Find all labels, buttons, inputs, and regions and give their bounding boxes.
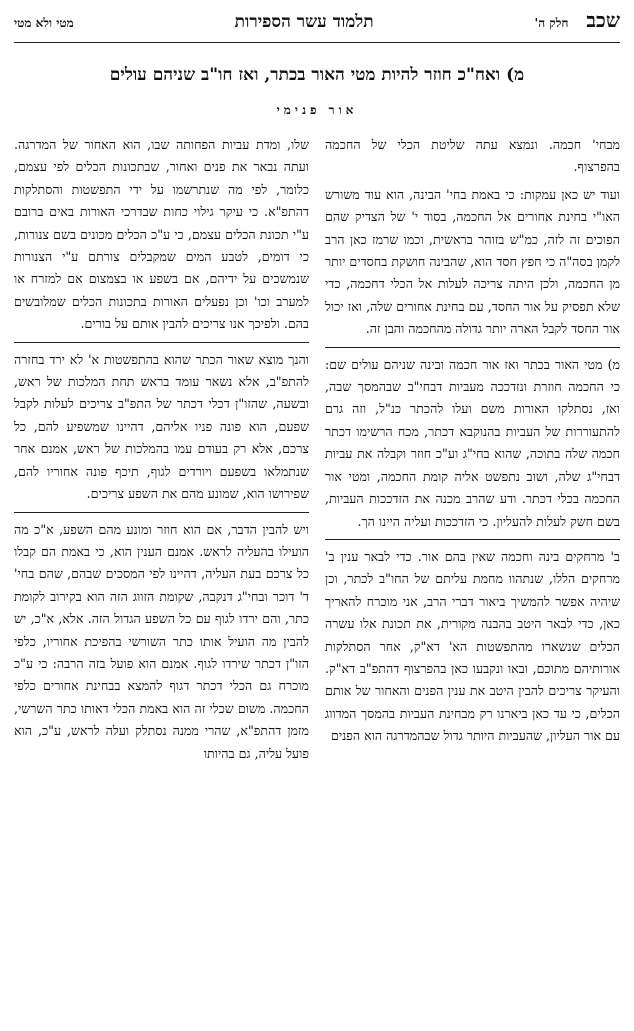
paragraph: ויש להבין הדבר, אם הוא חוזר ומונע מהם השפע, א"כ מה הועילו בהעליה לראש. אמנם הענין הוא, כי באמת הם קבלו כל צרכם בעת העליה, דהיינו לפי המסכים שבהם, שהם בחי' ד' דוכר ובחי"ג דנקבה, שקומת הזווג הזה הוא בקירוב לקומת כתר, והם ירדו לגוף עם כל השפע הגדול הזה. אלא, א"כ, יש להבין מה הועיל אותו כתר השורשי בהפיכת אחוריו, כלפי הזו"ן דכתר שירדו לגוף. אמנם הוא פועל בזה הרבה: כי ע"כ מוכרח גם הכלי דכתר דגוף להמצא בבחינת אחורים כלפי החכמה. משום שכלי זה הוא באמת הכלי דאותו כתר השרשי, מזמן דהתפ"א, שהרי ממנה נסתלק ועלה לראש, ע"כ, הוא פועל עליה, גם בהיותו [14, 521, 309, 761]
divider [325, 347, 620, 348]
paragraph: מבחי' חכמה. ונמצא עתה שליטת הכלי של החכמה בהפרצוף. [325, 137, 620, 175]
text-columns [14, 134, 620, 994]
subheading: אור פנימי [276, 103, 358, 117]
part-label: חלק ה' [534, 16, 569, 30]
paragraph: ועוד יש כאן עמקות: כי באמת בחי' הבינה, הוא עוד משורש האו"י בחינת אחורים אל החכמה, בסוד י' של הצדיק שהם הפוכים זה לזה, כמ"ש בזוהר בראשית, וכמו שרמז כאן הרב לקמן בסה"ה כי חפץ חסד הוא, שהבינה חושקת בחסדים יותר מן החכמה, ולכן היתה צריכה לעלות אל הכלי דחכמה, כדי שלא תפסיק על אור החסד, עם בחינת אחורים שלה, ואז יכול אור החסד לקבל הארה יותר גדולה מהחכמה והבן זה. [325, 186, 620, 337]
header-right-group [535, 8, 620, 33]
book-title: תלמוד עשר הספירות [234, 12, 374, 32]
divider [325, 539, 620, 540]
divider [14, 512, 309, 513]
paragraph: והנך מוצא שאור הכתר שהוא בהתפשטות א' לא ירד בחזרה להתפ"ב, אלא נשאר עומד בראש תחת המלכות של ראש, ובשעה, שהזו"ן דכלי דכתר של התפ"ב צריכים לעלות לקבל שפעם, הוא פונה פניו אליהם, דהיינו שמשפיע להם, כל צרכם, אלא רק בעודם עמו בהמלכות של ראש, אמנם אחר שנתמלאו בשפעם ויורדים לגוף, תיכף פונה אחוריו להם, שפירושו הוא, שמונע מהם את השפע צריכים. [14, 351, 309, 502]
right-column [325, 134, 620, 994]
paragraph: שלו, ומדת עביות הפחותה שבו, הוא האחור של המדרגה. ועתה נבאר את פנים ואחור, שבתכונות הכלים לפי עצמם, כלומר, לפי מה שנתרשמו על ידי התפשטות והסתלקות דהתפ"א. כי עיקר גילוי כחות שבדרכי האורות באים ברובם ע"י תכונת הכלים עצמם, כי ע"כ הכלים מכונים בשם צנורות, כי דומים, לטבע המים שמקבלים צורתם ע"י הצנורות שנמשכים על ידיהם, אם בשפע או בצמצום אם למזרח או למערב וכו' וכן נפעלים האורות בתכונות הכלים שמלובשים בהם. ולפיכך אנו צריכים להבין אותם על בורים. [14, 137, 309, 332]
left-column [14, 134, 309, 994]
paragraph: ב' מרחקים בינה וחכמה שאין בהם אור. כדי לבאר ענין ב' מרחקים הללו, שנתהוו מחמת עליתם של החו"ב לכתר, וכן שיהיה אפשר להמשיך ביאור דברי הרב, אני מוכרח להאריך כאן, כדי לבאר היטב בהבנה מקורית, את תכונת אלו עשרה הכלים שנשארו מהתפשטות הא' דא"ק, אחר הסתלקות אורותיהם מתוכם, ובאו ונקבעו כאן בהפרצוף דהתפ"ב דא"ק. והעיקר צריכים להבין היטב את ענין הפנים והאחור של אותם הכלים, כי עד כאן ביארנו רק מבחינת העביות בהמסך המדווג עם אור העליון, שהעביות היותר גדול שבהמדרגה הוא הפנים [325, 548, 620, 744]
main-heading: מ) ואח"כ חוזר להיות מטי האור בכתר, ואז חו"ב שניהם עולים [109, 65, 525, 85]
page-number: שכב [586, 8, 620, 32]
paragraph: מ) מטי האור בכתר ואז אור חכמה ובינה שניהם עולים שם: כי החכמה חוזרת ונזדככה מעביות דבחי"ב שבהמסך שבה, ואז, נסתלקו האורות משם ועלו להכתר כנ"ל, וזה גרם להתעוררות של העביות בהנוקבא דכתר, מכח הרשימו דכתר חכמה שלה בתוכה, שהוא בחי"ג וע"כ חוזר וקבלה את עביות דבחי"ג שלה, ושוב נתפשט אליה קומת החכמה, ומטי אור החכמה בכלי דכתר. ודע שהרב מכנה את הזדככות העביות, בשם חשק לעלות להעליון. כי הזדככות ועליה היינו הך. [325, 356, 620, 529]
section-title: מטי ולא מטי [14, 16, 74, 30]
divider [14, 342, 309, 343]
page-header [14, 8, 620, 43]
